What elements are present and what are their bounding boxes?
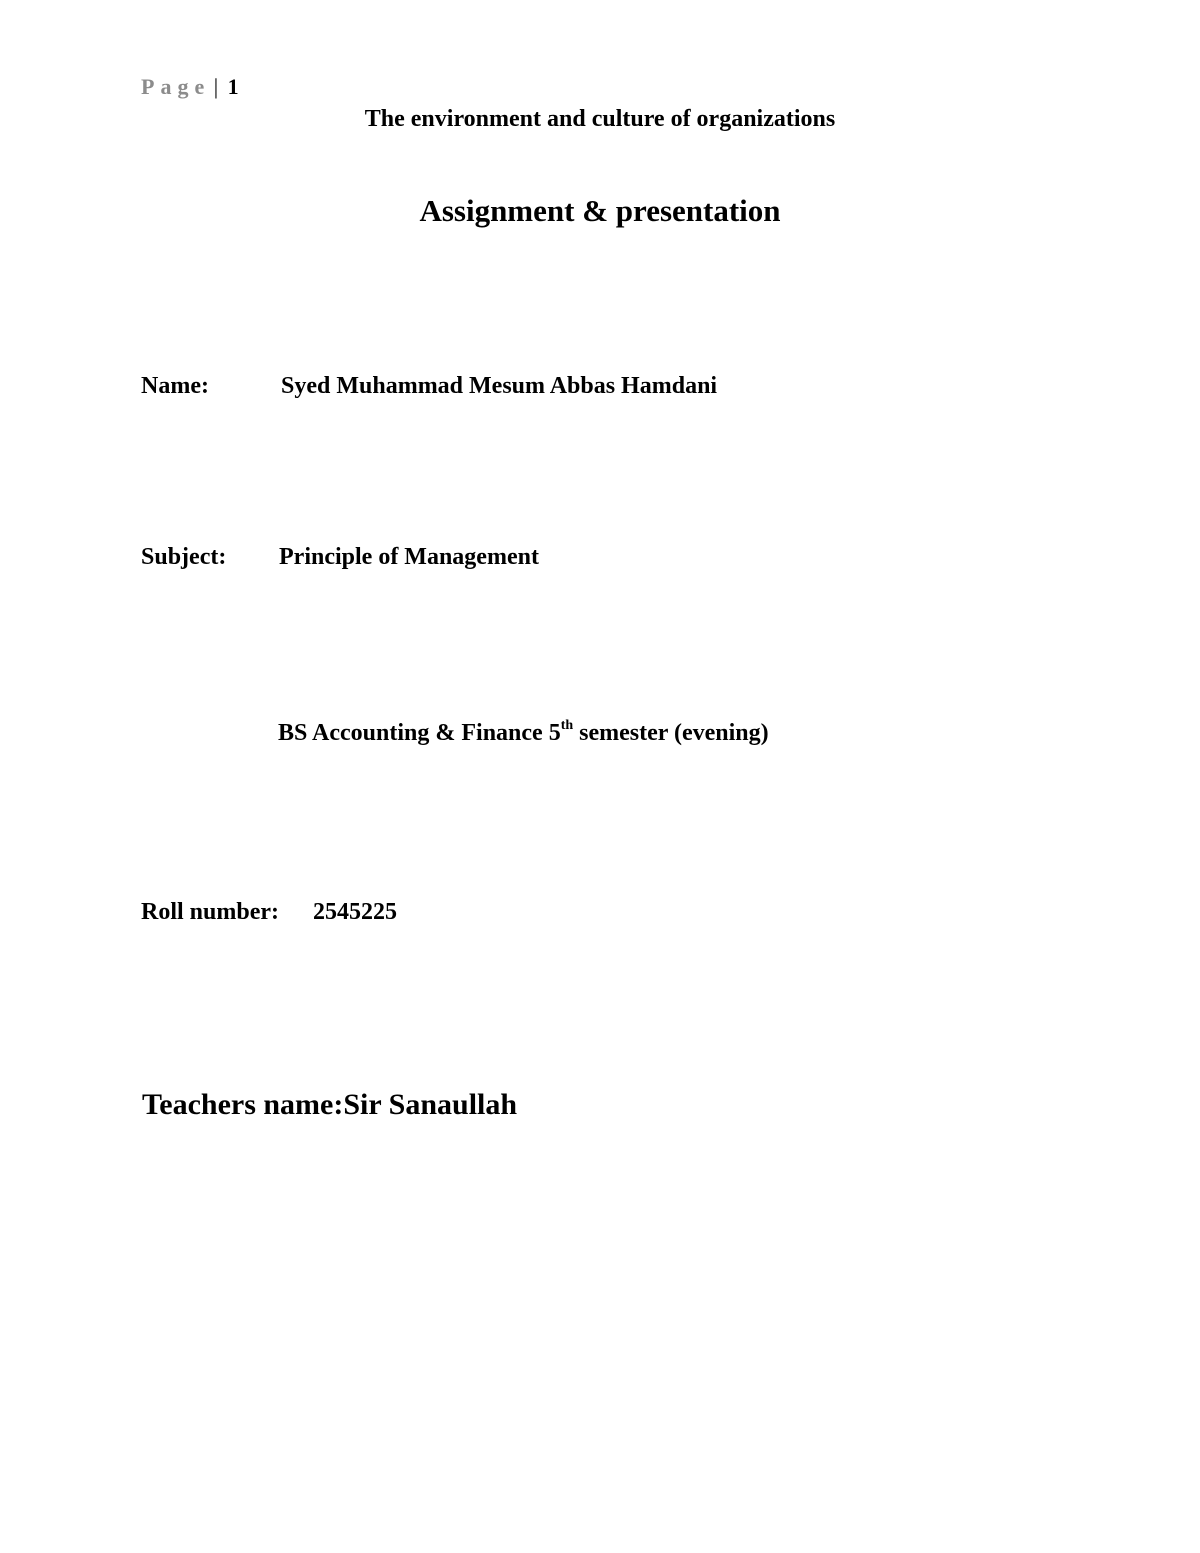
subject-field: [141, 544, 539, 571]
roll-number-field: [141, 899, 397, 926]
program-text-after: semester (evening): [573, 720, 769, 746]
name-value: Syed Muhammad Mesum Abbas Hamdani: [281, 373, 718, 399]
document-subtitle: Assignment & presentation: [419, 193, 781, 228]
roll-number-label: Roll number:: [141, 899, 279, 925]
subject-label: Subject:: [141, 544, 227, 570]
teacher-value: Sir Sanaullah: [343, 1088, 518, 1121]
page-separator: |: [213, 74, 219, 99]
teacher-label: Teachers name:: [142, 1088, 344, 1121]
page-header: [141, 74, 239, 100]
roll-number-value: 2545225: [313, 899, 397, 925]
document-title: The environment and culture of organizations: [364, 106, 836, 132]
program-superscript: th: [560, 718, 574, 733]
program-line: [278, 720, 769, 747]
teacher-field: [142, 1088, 517, 1122]
program-text: BS Accounting & Finance 5: [278, 720, 561, 746]
name-field: [141, 373, 717, 400]
page-number: 1: [227, 74, 239, 99]
subject-value: Principle of Management: [279, 544, 539, 570]
page-word: Page: [141, 74, 211, 99]
name-label: Name:: [141, 373, 209, 399]
